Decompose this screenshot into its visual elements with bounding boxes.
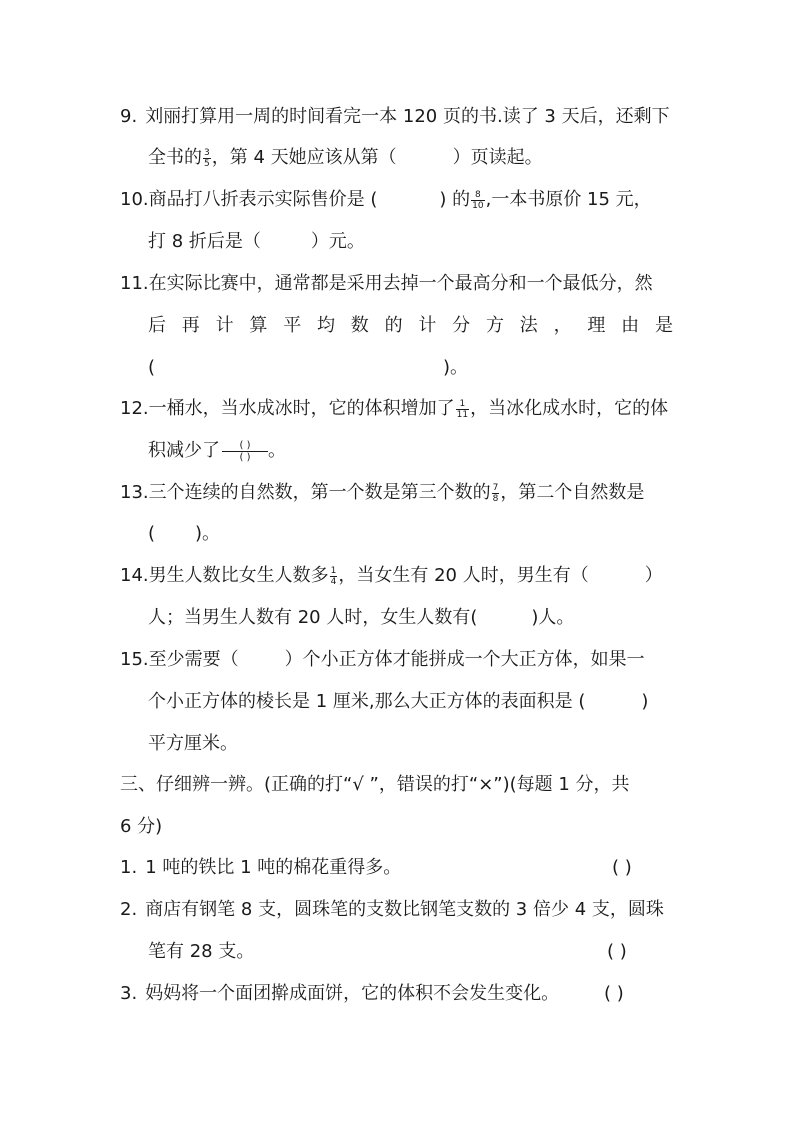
justified-char: 法 [519,315,538,336]
justified-char: 计 [215,315,234,336]
question-number: 2. [120,899,138,920]
question-text: 男生人数比女生人数多 [148,565,329,586]
question-text: ，当冰化成水时，它的体 [470,398,669,419]
question-text: 三个连续的自然数，第一个数是第三个数的 [148,482,491,503]
fraction-blank-numerator: ( ) [222,440,268,452]
fraction [456,399,469,420]
question-text: ) 的 [439,189,471,210]
fraction [492,483,500,504]
question-number: 1. [120,857,138,878]
question-number: 10. [120,189,149,210]
justified-char: 方 [485,315,504,336]
section-title: 三、仔细辨一辨。(正确的打“√ ”，错误的打“×”)(每题 1 分，共 [120,774,630,795]
justified-char: 平 [283,315,302,336]
justified-char: 后 [148,315,166,336]
question-text: 一桶水，当水成冰时，它的体积增加了 [148,398,455,419]
question-text: 妈妈将一个面团擀成面饼，它的体积不会发生变化。 [145,983,560,1004]
question-text: 。 [268,440,286,461]
question-text: 在实际比赛中，通常都是采用去掉一个最高分和一个最低分，然 [148,273,653,294]
question-text: 打 8 折后是（ [148,231,261,252]
question-text: ，第二个自然数是 [500,482,645,503]
question-text: ） [644,565,663,586]
question-number: 12. [120,398,149,419]
question-text: ）页读起。 [452,147,543,168]
fraction-blank-denominator: ( ) [239,451,251,463]
question-text: 笔有 28 支。 [148,941,255,962]
fraction-numerator: 1 [330,565,337,576]
question-text: ) [641,691,649,712]
question-text: 商品打八折表示实际售价是 ( [148,189,378,210]
fraction-denominator: 11 [456,409,469,420]
question-text: ）个小正方体才能拼成一个大正方体，如果一 [284,649,645,670]
question-text: 个小正方体的棱长是 1 厘米,那么大正方体的表面积是 ( [148,691,586,712]
question-text: 积减少了 [148,440,220,461]
question-text: ,一本书原价 15 元， [485,189,652,210]
question-text: ）元。 [310,231,365,252]
fraction-denominator: 4 [330,576,337,587]
fraction-denominator: 8 [492,493,499,504]
question-text: ( [148,523,156,544]
answer-paren[interactable]: ( ) [612,857,632,878]
justified-char: 再 [181,315,200,336]
question-number: 3. [120,983,138,1004]
question-text: )。 [195,523,221,544]
fraction-numerator: 1 [456,399,469,410]
justified-char: 数 [350,315,369,336]
answer-paren[interactable]: ( ) [604,983,624,1004]
question-text: 1 吨的铁比 1 吨的棉花重得多。 [145,857,402,878]
question-text: )人。 [531,607,575,628]
question-number: 11. [120,273,149,294]
justified-char: 由 [621,315,640,336]
justified-char: ， [553,315,572,336]
fraction-denominator: 10 [472,200,484,211]
justified-char: 算 [249,315,268,336]
question-text: 刘丽打算用一周的时间看完一本 120 页的书.读了 3 天后，还剩下 [145,106,670,127]
question-text: 至少需要（ [148,649,239,670]
fraction [203,148,211,169]
justified-char: 是 [654,315,673,336]
fraction-blank[interactable] [222,440,268,463]
fraction-numerator: 8 [471,190,484,201]
question-text: 商店有钢笔 8 支，圆珠笔的支数比钢笔支数的 3 倍少 4 支，圆珠 [145,899,664,920]
question-text: ( [148,357,156,378]
fraction-numerator: 3 [204,147,210,158]
question-number: 9. [120,106,138,127]
question-text: 人；当男生人数有 20 人时，女生人数有( [148,607,478,628]
question-number: 15. [120,649,149,670]
fraction-numerator: 7 [492,482,499,493]
question-number: 13. [120,482,149,503]
justified-char: 计 [418,315,437,336]
justified-char: 分 [452,315,471,336]
answer-paren[interactable]: ( ) [607,941,627,962]
question-text: ，当女生有 20 人时，男生有（ [338,565,589,586]
question-text: 平方厘米。 [148,733,238,754]
question-text: )。 [443,357,469,378]
question-text: 全书的 [148,147,202,168]
justified-char: 理 [587,315,606,336]
justified-char: 的 [384,315,403,336]
justified-char: 均 [316,315,335,336]
question-number: 14. [120,565,149,586]
justified-line [148,314,673,338]
fraction [330,566,338,587]
section-title-cont: 6 分) [120,816,163,837]
question-text: ，第 4 天她应该从第（ [211,147,397,168]
fraction [471,190,484,211]
fraction-denominator: 5 [204,158,210,169]
